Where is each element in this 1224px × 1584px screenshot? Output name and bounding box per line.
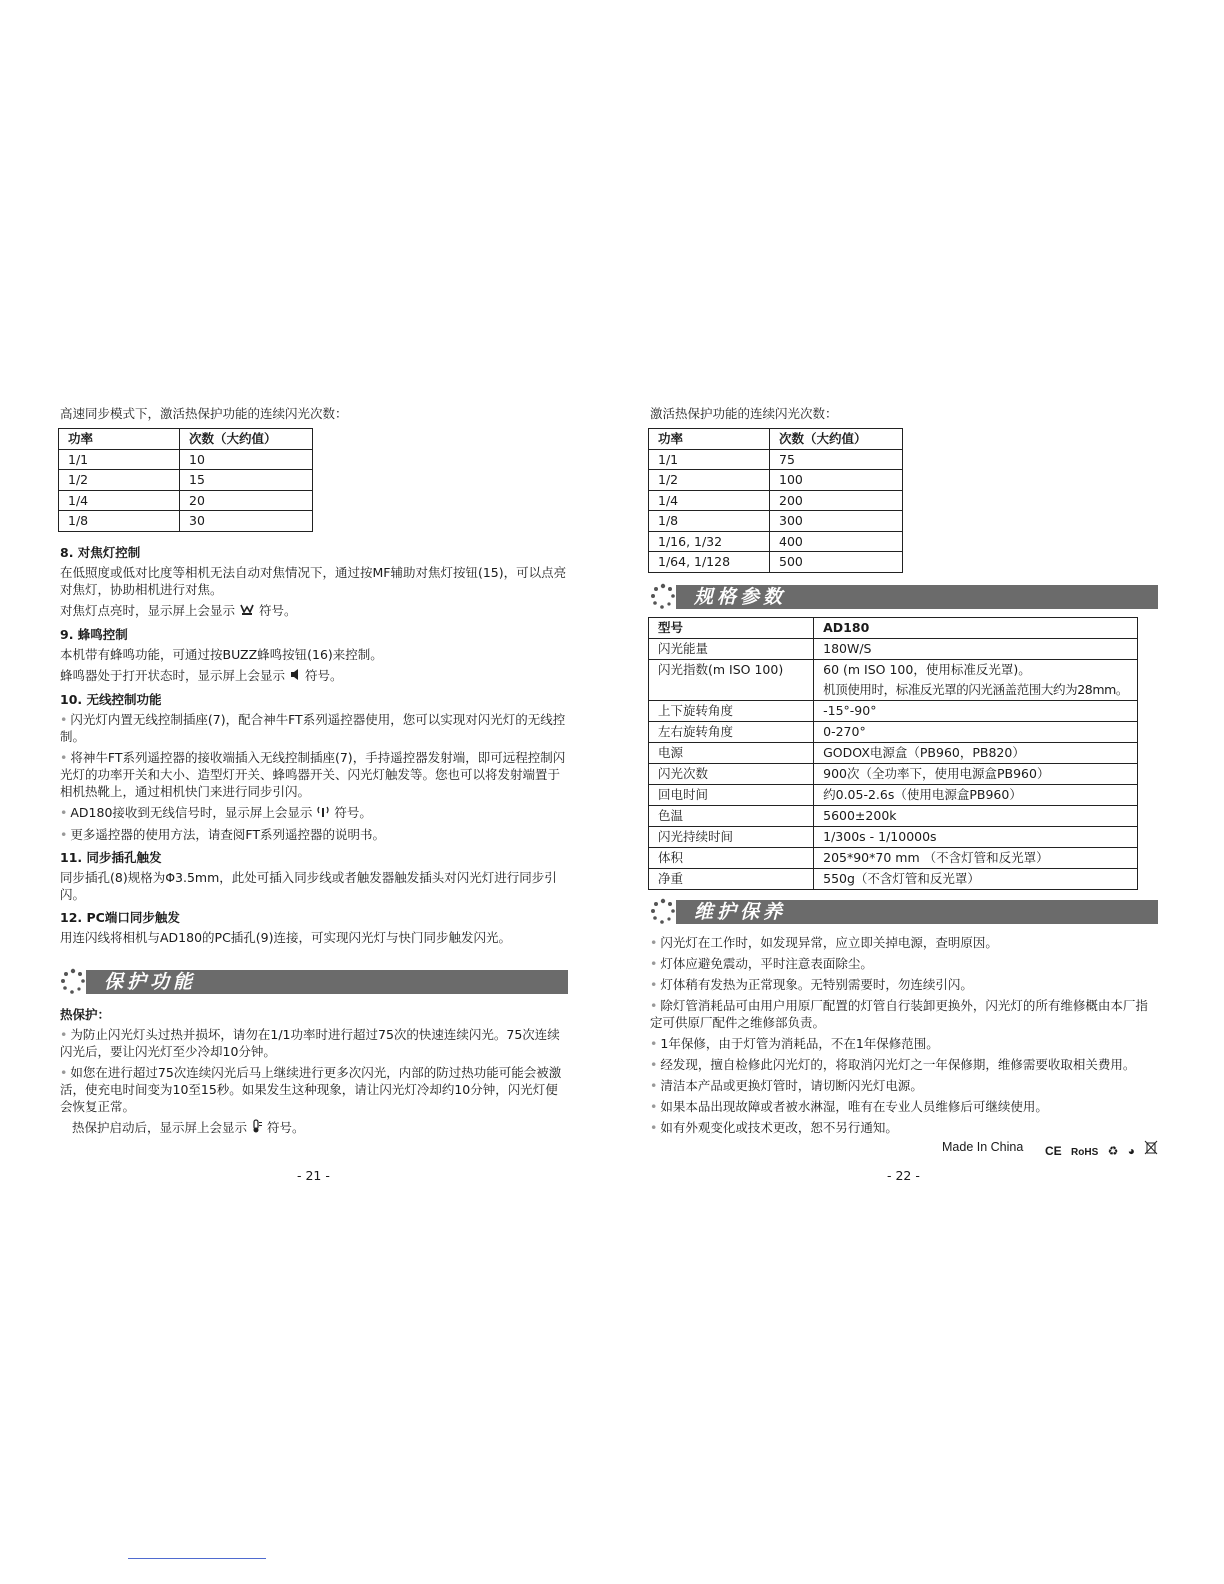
list-item-text: 灯体应避免震动，平时注意表面除尘。 — [660, 955, 873, 971]
hs-flash-table — [58, 428, 313, 532]
table-header-cell: 功率 — [59, 429, 180, 450]
section-11-title: 11. 同步插孔触发 — [60, 849, 162, 865]
spec-table — [648, 617, 1138, 890]
table-row — [649, 552, 903, 573]
list-item-suffix: 符号。 — [334, 804, 372, 820]
table-cell: 1/1 — [649, 449, 770, 470]
list-item-text: 更多遥控器的使用方法，请查阅FT系列遥控器的说明书。 — [70, 826, 385, 842]
page-number-left: - 21 - — [297, 1168, 330, 1183]
list-item: • 闪光灯在工作时，如发现异常，应立即关掉电源，查明原因。 — [650, 934, 998, 950]
list-item: • 1年保修，由于灯管为消耗品，不在1年保修范围。 — [650, 1035, 939, 1051]
spec-value: 900次（全功率下，使用电源盒PB960） — [814, 763, 1138, 784]
symbol-line-text: 热保护启动后，显示屏上会显示 — [72, 1119, 248, 1135]
table-cell: 400 — [770, 531, 903, 552]
list-item: • 经发现，擅自检修此闪光灯的，将取消闪光灯之一年保修期，维修需要收取相关费用。 — [650, 1056, 1136, 1072]
thermometer-icon — [251, 1119, 263, 1137]
table-cell: 1/2 — [59, 470, 180, 491]
spec-key: 闪光能量 — [649, 638, 814, 659]
spec-row — [649, 742, 1138, 763]
section-9-title: 9. 蜂鸣控制 — [60, 626, 128, 642]
list-item-text: AD180接收到无线信号时，显示屏上会显示 — [70, 804, 313, 820]
heat-protection-title: 热保护： — [60, 1006, 111, 1022]
section-9-paragraph: 本机带有蜂鸣功能，可通过按BUZZ蜂鸣按钮(16)来控制。 — [60, 646, 383, 662]
table-cell: 100 — [770, 470, 903, 491]
table-cell: 200 — [770, 490, 903, 511]
table-cell: 1/16, 1/32 — [649, 531, 770, 552]
right-page — [648, 406, 1158, 1140]
section-8-title: 8. 对焦灯控制 — [60, 544, 141, 560]
section-11-paragraph: 同步插孔(8)规格为Φ3.5mm，此处可插入同步线或者触发器触发插头对闪光灯进行同步引闪。 — [60, 869, 557, 902]
eco-icon: ◕ — [1127, 1144, 1135, 1158]
list-item: • 闪光灯内置无线控制插座(7)，配合神牛FT系列遥控器使用，您可以实现对闪光灯的无线控制。 — [60, 711, 566, 744]
spec-value-line: 60 (m ISO 100，使用标准反光罩)。 — [823, 661, 1031, 677]
list-item: • 清洁本产品或更换灯管时，请切断闪光灯电源。 — [650, 1077, 923, 1093]
spec-key: 闪光指数(m ISO 100) — [649, 659, 814, 700]
buzzer-icon — [289, 668, 301, 685]
table-header-cell: 次数（大约值） — [180, 429, 313, 450]
list-item-text: 清洁本产品或更换灯管时，请切断闪光灯电源。 — [660, 1077, 923, 1093]
flash-intro: 激活热保护功能的连续闪光次数： — [650, 406, 838, 421]
spec-key: 电源 — [649, 742, 814, 763]
list-item-text: 如果本品出现故障或者被水淋湿，唯有在专业人员维修后可继续使用。 — [660, 1098, 1048, 1114]
spec-value-line: 机顶使用时，标准反光罩的闪光涵盖范围大约为28mm。 — [823, 681, 1128, 697]
protection-banner — [58, 968, 568, 996]
spec-value: 5600±200k — [814, 805, 1138, 826]
left-page — [58, 406, 568, 1141]
list-item-text: 1年保修，由于灯管为消耗品，不在1年保修范围。 — [660, 1035, 939, 1051]
table-cell: 1/1 — [59, 449, 180, 470]
table-header-cell: 次数（大约值） — [770, 429, 903, 450]
spec-key: 色温 — [649, 805, 814, 826]
list-item-text: 灯体稍有发热为正常现象。无特别需要时，勿连续引闪。 — [660, 976, 973, 992]
table-cell: 300 — [770, 511, 903, 532]
spec-key: 左右旋转角度 — [649, 721, 814, 742]
flash-count-table — [648, 428, 903, 573]
list-item-text: 将神牛FT系列遥控器的接收端插入无线控制插座(7)，手持遥控器发射端，即可远程控制闪光灯的功率开关和大小、造型灯开关、蜂鸣器开关、闪光灯触发等。您也可以将发射端置于相机热靴上，通过相机快门来进行同步引闪。 — [60, 749, 566, 799]
table-cell: 10 — [180, 449, 313, 470]
spec-key: 净重 — [649, 868, 814, 889]
banner-title: 保护功能 — [104, 970, 197, 993]
spec-value — [814, 659, 1138, 700]
heat-symbol-line — [72, 1119, 568, 1138]
table-row — [59, 470, 313, 491]
table-cell: 500 — [770, 552, 903, 573]
gear-dots-icon — [648, 898, 678, 926]
list-item-text: 闪光灯内置无线控制插座(7)，配合神牛FT系列遥控器使用，您可以实现对闪光灯的无线控制。 — [60, 711, 566, 744]
hs-intro: 高速同步模式下，激活热保护功能的连续闪光次数： — [60, 406, 348, 421]
spec-value: 550g（不含灯管和反光罩） — [814, 868, 1138, 889]
banner-title: 规格参数 — [694, 585, 787, 608]
care-list — [648, 934, 1158, 1136]
list-item: • 如果本品出现故障或者被水淋湿，唯有在专业人员维修后可继续使用。 — [650, 1098, 1048, 1114]
symbol-line-suffix: 符号。 — [266, 1119, 305, 1135]
table-row — [649, 490, 903, 511]
spec-key: 闪光持续时间 — [649, 826, 814, 847]
spec-row — [649, 784, 1138, 805]
recycle-icon: ♻ — [1107, 1144, 1119, 1158]
table-cell: 75 — [770, 449, 903, 470]
certification-marks — [1045, 1140, 1164, 1158]
list-item: • 将神牛FT系列遥控器的接收端插入无线控制插座(7)，手持遥控器发射端，即可远程控制闪光灯的功率开关和大小、造型灯开关、蜂鸣器开关、闪光灯触发等。您也可以将发射端置于相机热靴上，通过相机快门来进行同步引闪。 — [60, 749, 566, 799]
list-item: • 如有外观变化或技术更改，恕不另行通知。 — [650, 1119, 898, 1135]
table-header-row — [59, 429, 313, 450]
list-item: • 如您在进行超过75次连续闪光后马上继续进行更多次闪光，内部的防过热功能可能会被激活，使充电时间变为10至15秒。如果发生这种现象，请让闪光灯冷却约10分钟，闪光灯便会恢复正常。 — [60, 1064, 562, 1114]
spec-row — [649, 638, 1138, 659]
section-10-title: 10. 无线控制功能 — [60, 691, 162, 707]
spec-value: 约0.05-2.6s（使用电源盒PB960） — [814, 784, 1138, 805]
spec-value: -15°-90° — [814, 700, 1138, 721]
list-item: • 灯体稍有发热为正常现象。无特别需要时，勿连续引闪。 — [650, 976, 973, 992]
ce-mark: CE — [1045, 1144, 1062, 1158]
spec-row — [649, 805, 1138, 826]
table-header-cell: 功率 — [649, 429, 770, 450]
list-item: • 更多遥控器的使用方法，请查阅FT系列遥控器的说明书。 — [60, 826, 385, 842]
spec-row — [649, 847, 1138, 868]
spec-value: GODOX电源盒（PB960，PB820） — [814, 742, 1138, 763]
table-row — [59, 490, 313, 511]
spec-row — [649, 700, 1138, 721]
table-row — [59, 449, 313, 470]
spec-key: 上下旋转角度 — [649, 700, 814, 721]
section-12-title: 12. PC端口同步触发 — [60, 909, 180, 925]
spec-row — [649, 868, 1138, 889]
table-row — [649, 531, 903, 552]
list-item-text: 如有外观变化或技术更改，恕不另行通知。 — [660, 1119, 898, 1135]
table-cell: 30 — [180, 511, 313, 532]
weee-bin-icon — [1144, 1144, 1158, 1158]
spec-value: 205*90*70 mm （不含灯管和反光罩） — [814, 847, 1138, 868]
table-row — [59, 511, 313, 532]
spec-value: 0-270° — [814, 721, 1138, 742]
spec-key: 型号 — [649, 617, 814, 638]
list-item: • 灯体应避免震动，平时注意表面除尘。 — [650, 955, 873, 971]
rohs-mark: RoHS — [1071, 1147, 1099, 1158]
list-item-text: 如您在进行超过75次连续闪光后马上继续进行更多次闪光，内部的防过热功能可能会被激活，使充电时间变为10至15秒。如果发生这种现象，请让闪光灯冷却约10分钟，闪光灯便会恢复正常。 — [60, 1064, 562, 1114]
list-item: • 为防止闪光灯头过热并损坏，请勿在1/1功率时进行超过75次的快速连续闪光。75次连续闪光后，要让闪光灯至少冷却10分钟。 — [60, 1026, 560, 1059]
spec-header-row — [649, 617, 1138, 638]
symbol-line-text: 对焦灯点亮时，显示屏上会显示 — [60, 602, 236, 618]
table-cell: 1/64, 1/128 — [649, 552, 770, 573]
table-cell: 20 — [180, 490, 313, 511]
banner-title: 维护保养 — [694, 900, 787, 923]
spec-value: 1/300s - 1/10000s — [814, 826, 1138, 847]
list-item-text: 除灯管消耗品可由用户用原厂配置的灯管自行装卸更换外，闪光灯的所有维修概由本厂指定可供原厂配件之维修部负责。 — [650, 997, 1148, 1030]
spec-banner — [648, 583, 1158, 611]
list-item: • AD180接收到无线信号时，显示屏上会显示 符号。 — [60, 804, 372, 820]
table-cell: 1/8 — [649, 511, 770, 532]
maintenance-banner — [648, 898, 1158, 926]
table-cell: 1/8 — [59, 511, 180, 532]
table-cell: 1/4 — [649, 490, 770, 511]
spec-value: 180W/S — [814, 638, 1138, 659]
table-cell: 1/4 — [59, 490, 180, 511]
symbol-line-text: 蜂鸣器处于打开状态时，显示屏上会显示 — [60, 667, 286, 683]
gear-dots-icon — [58, 968, 88, 996]
focus-lamp-icon — [239, 603, 255, 620]
wireless-signal-icon — [316, 805, 330, 822]
spec-row — [649, 826, 1138, 847]
page-number-right: - 22 - — [887, 1168, 920, 1183]
list-item-text: 经发现，擅自检修此闪光灯的，将取消闪光灯之一年保修期，维修需要收取相关费用。 — [660, 1056, 1136, 1072]
section-9-symbol-line — [60, 667, 568, 685]
table-row — [649, 449, 903, 470]
table-row — [649, 511, 903, 532]
list-item-text: 为防止闪光灯头过热并损坏，请勿在1/1功率时进行超过75次的快速连续闪光。75次连续闪光后，要让闪光灯至少冷却10分钟。 — [60, 1026, 560, 1059]
section-8-symbol-line — [60, 602, 568, 620]
section-12-paragraph: 用连闪线将相机与AD180的PC插孔(9)连接，可实现闪光灯与快门同步触发闪光。 — [60, 929, 512, 945]
divider-line — [128, 1558, 266, 1559]
symbol-line-suffix: 符号。 — [304, 667, 343, 683]
table-cell: 15 — [180, 470, 313, 491]
made-in-china: Made In China — [942, 1140, 1024, 1154]
spec-key: 回电时间 — [649, 784, 814, 805]
spec-value: AD180 — [814, 617, 1138, 638]
section-8-paragraph: 在低照度或低对比度等相机无法自动对焦情况下，通过按MF辅助对焦灯按钮(15)，可以点亮对焦灯，协助相机进行对焦。 — [60, 564, 567, 597]
gear-dots-icon — [648, 583, 678, 611]
spec-key: 闪光次数 — [649, 763, 814, 784]
table-cell: 1/2 — [649, 470, 770, 491]
spec-row — [649, 763, 1138, 784]
table-row — [649, 470, 903, 491]
symbol-line-suffix: 符号。 — [258, 602, 297, 618]
table-header-row — [649, 429, 903, 450]
list-item: • 除灯管消耗品可由用户用原厂配置的灯管自行装卸更换外，闪光灯的所有维修概由本厂指定可供原厂配件之维修部负责。 — [650, 997, 1148, 1030]
spec-key: 体积 — [649, 847, 814, 868]
spec-row — [649, 721, 1138, 742]
list-item-text: 闪光灯在工作时，如发现异常，应立即关掉电源，查明原因。 — [660, 934, 998, 950]
spec-row — [649, 659, 1138, 700]
